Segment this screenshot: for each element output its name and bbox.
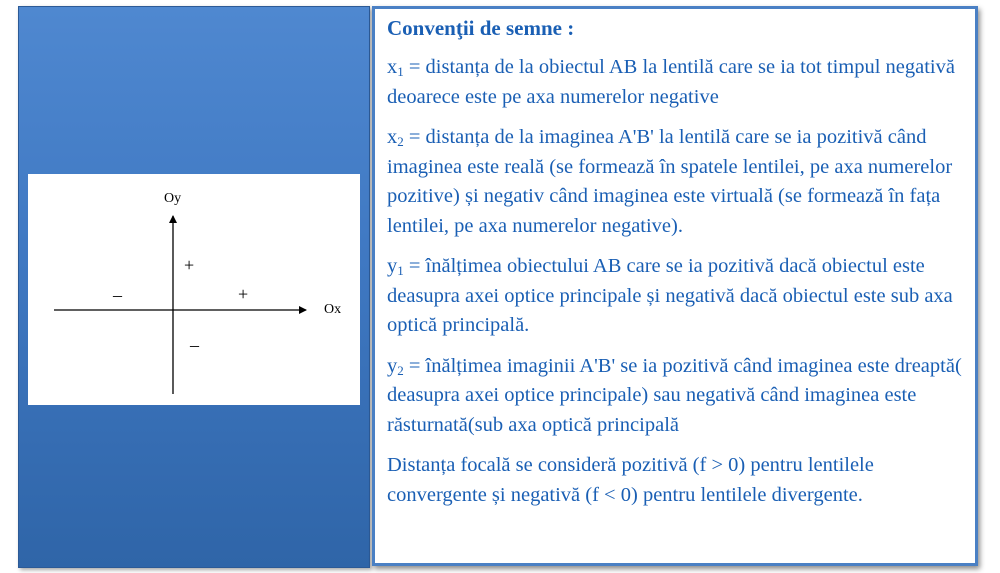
x2-definition [387,123,965,241]
axes-svg [28,174,360,405]
y2-text: = înălțimea imaginii A'B' se ia pozitivă când imaginea este dreaptă( deasupra axei optice principale) sau negativă când imaginea este răsturnată(sub axa optică principală [387,354,962,436]
y-axis-label: Oy [164,191,182,206]
sign-positive-up: + [184,255,195,275]
sign-negative-left: – [113,285,122,305]
y1-text: = înălțimea obiectului AB care se ia pozitivă dacă obiectul este deasupra axei optice principale și negativă dacă obiectul este sub axa optică principală. [387,255,953,336]
sign-positive-right: + [238,284,249,304]
y1-subscript: 1 [397,263,404,278]
x-axis-label: Ox [324,302,342,317]
y2-symbol: y [387,354,398,377]
y2-definition [387,352,965,441]
focal-distance-definition: Distanța focală se consideră pozitivă (f > 0) pentru lentilele convergente și negativă (f < 0) pentru lentilele divergente. [387,454,874,506]
x2-text: = distanța de la imaginea A'B' la lentilă care se ia pozitivă când imaginea este reală (se formează în spatele lentilei, pe axa numerelor pozitive) și negativ când imaginea este virtuală (se formează în fața lentilei, pe axa numerelor negative). [387,126,953,237]
sign-negative-down: – [190,335,199,355]
conventions-panel [372,6,978,566]
x1-symbol: x [387,56,398,78]
x1-subscript: 1 [397,64,404,79]
y1-definition [387,252,965,341]
x1-text: = distanța de la obiectul AB la lentilă care se ia tot timpul negativă deoarece este pe axa numerelor negative [387,56,955,108]
sign-convention-diagram [28,174,360,405]
conventions-heading: Convenţii de semne : [387,16,575,40]
x1-definition [387,53,965,112]
x2-symbol: x [387,126,398,148]
y2-subscript: 2 [397,362,404,378]
y1-symbol: y [387,255,398,277]
x2-subscript: 2 [397,134,404,149]
